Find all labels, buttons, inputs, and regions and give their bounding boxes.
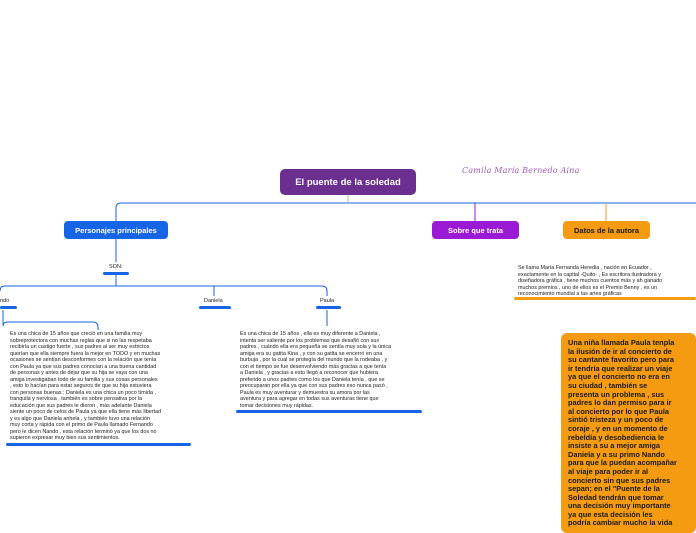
paula-underline [316,306,341,309]
nando-description[interactable]: Es una chica de 15 años que creció en una familia muy sobreprotectora con muchas reglas que si no las respetaba recibiría un castigo fuerte , sus padres al ser muy estrictos querían que ella siempre fuera la mejor en TODO y en muchas ocasiones se sentían desconformes con la relación que tenía con Paula ya que sus padres conocían a una buena cantidad de personas y antes de dejar que su hija se vaya con una amiga investigaban todo de su familia y sus cosas personales , esto lo hacían para estar seguros de que su hija estuviera con personas buenas ; Daniela es una chica un poco tímida , tranquila y nerviosa , también es sobre pensativa por la educación que sus padres le dieron , más adelante Daniela siente un poco de celos de Paula ya que ella tiene más libertad y es algo que Daniela anhela , y también tuvo una relación muy corta y rápida con el primo de Paula llamado Fernando pero le dicen Nando , esta relación terminó ya que los dos no supieron expresar muy bien sus sentimientos. [10,331,162,441]
connector-children [0,286,327,296]
node-sobre-que-trata[interactable]: Sobre que trata [432,221,519,239]
root-node-title[interactable]: El puente de la soledad [280,169,416,195]
paula-desc-underline [236,410,422,413]
nando-desc-underline [6,443,191,446]
label-nando[interactable]: ndo [0,298,10,304]
daniela-underline [199,306,231,309]
autora-desc-underline [514,297,696,300]
son-underline [103,272,129,275]
trata-description-box[interactable]: Una niña llamada Paula tenpla la ilusión de ir al concierto de su cantante favorito pero para ir tendría que realizar un viaje ya que el concierto no era en su ciudad , también se presenta un problema , sus padres lo dan permiso para ir al concierto por lo que Paula sintió tristeza y un poco de coraje , y en un momento de rebeldía y desobediencia le insiste a su a mejor amiga Daniela y a su primo Nando para que la puedan acompañar al viaje para poder ir al concierto sin que sus padres sepan; en el "Puente de la Soledad tendrán que tomar una decisión muy importante ya que esta decisión les podría cambiar mucho la vida [561,333,696,533]
label-daniela[interactable]: Daniela [204,298,223,304]
autora-description[interactable]: Se llama María Fernanda Heredia , nación en Ecuador , exactamente en la capital -Quito- , Es escritora ilustradora y diseñadora gráfica , tiene muchos cuentos más y ah ganado muchos premios , uno de ellos es el Premio Benny , es un reconocimiento mundial a las artes gráficas [518,265,663,297]
connector-nando-desc [3,310,98,330]
nando-underline [0,306,17,309]
connector-main [116,203,696,221]
label-son[interactable]: SON: [109,264,123,270]
author-name: Camila María Bernedo Aina [462,166,580,175]
paula-description[interactable]: Es una chica de 15 años , ella es muy diferente a Daniela , intenta ser valiente por los problemas que desafió con sus padres , cuándo ella era pequeña se sentía muy sola y la única amiga era su gatita Kina , y con su gatita se encerró en una burbuja , por la cual se protegía del mundo que la rodeaba , y con el tiempo se fue desenvolviendo más gracias a que tenía a Daniela , y gracias a esto llegó a reconocer que hubiera preferido a unos padres como los que Daniela tenía , que se preocuparan por ella ya que con sus padres eso nunca pasó , Paula es muy aventurar y demuestra su amora por las aventura y para agregar en todas sus aventuras tiene que tomar decisiones muy rápidas. [240,331,392,409]
node-datos-autora[interactable]: Datos de la autora [563,221,650,239]
label-paula[interactable]: Paula [320,298,335,304]
node-personajes-principales[interactable]: Personajes principales [64,221,168,239]
